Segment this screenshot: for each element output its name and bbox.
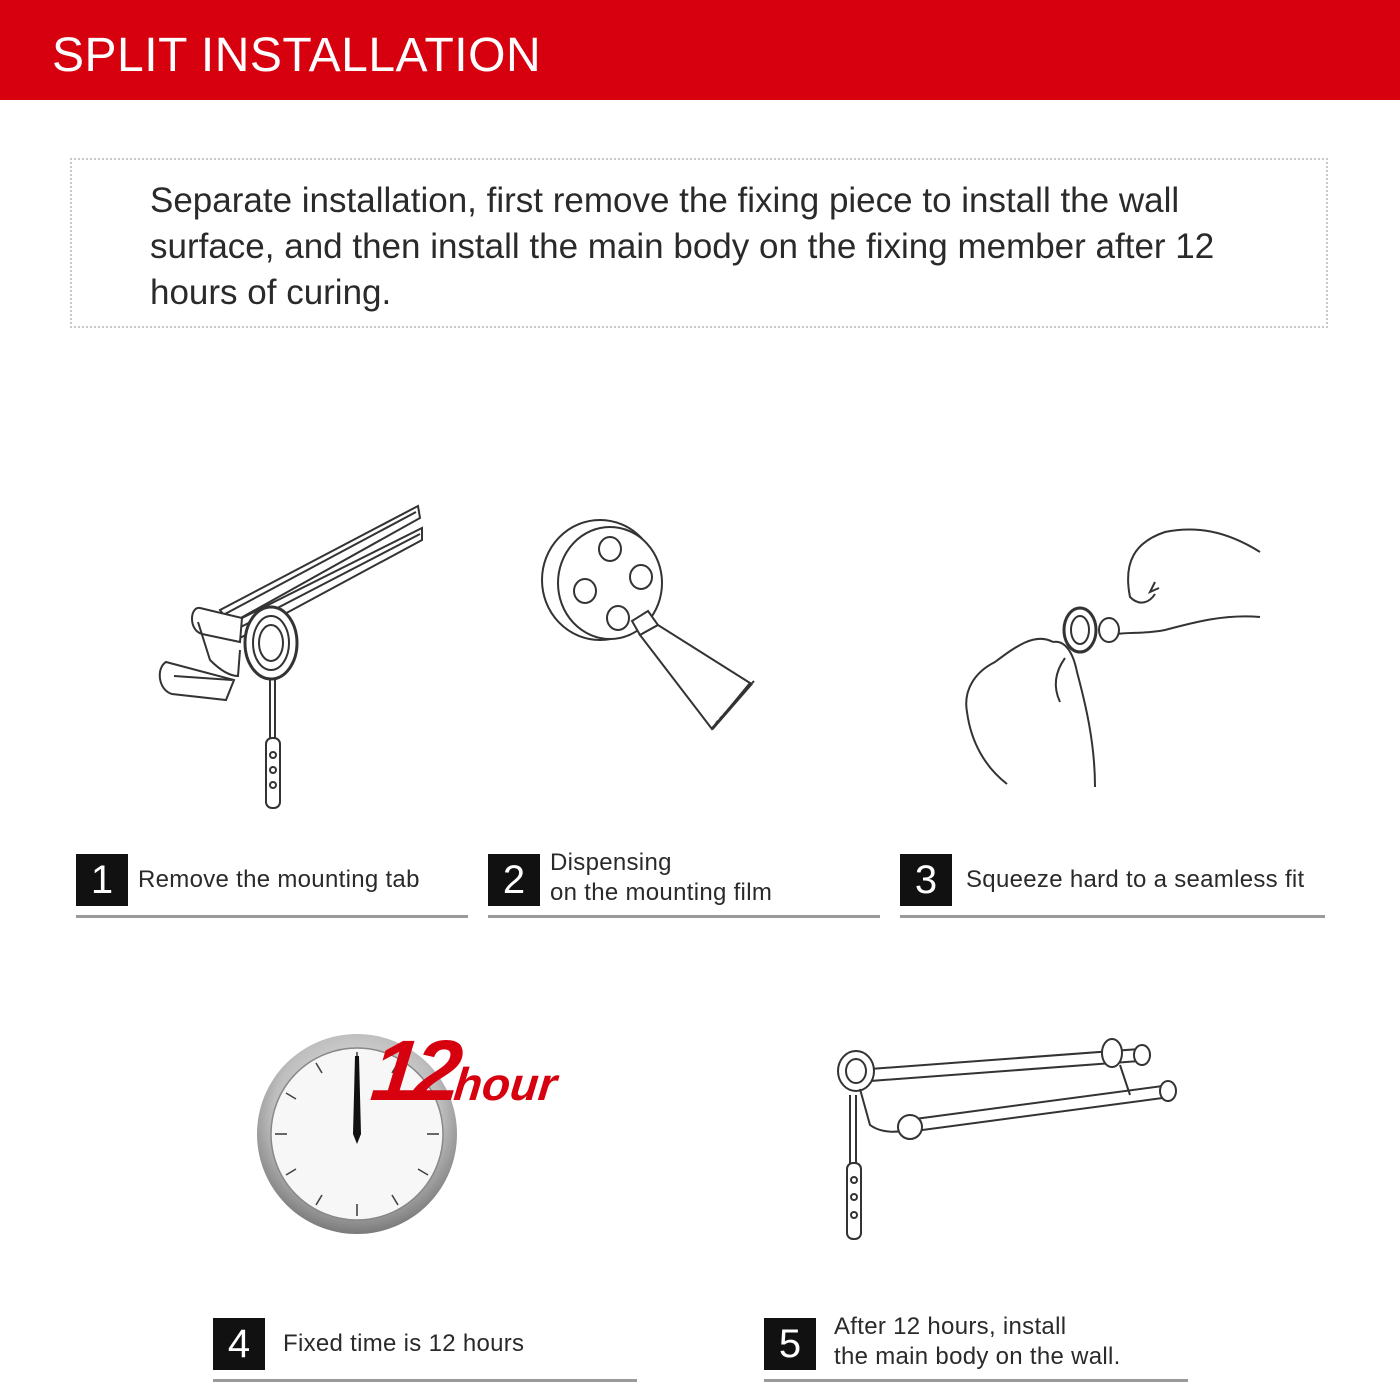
header-banner — [0, 0, 1400, 100]
step-line: Squeeze hard to a seamless fit — [966, 866, 1305, 893]
step-description — [138, 865, 420, 895]
glue-tube-icon — [540, 515, 770, 740]
intro-box — [70, 158, 1328, 328]
step-number-badge: 3 — [900, 854, 952, 906]
step-number-badge: 5 — [764, 1318, 816, 1370]
step-5 — [764, 1313, 1188, 1382]
page-title: SPLIT INSTALLATION — [52, 29, 542, 82]
intro-text: Separate installation, first remove the fixing piece to install the wall surface, and then install the main body on the fixing member after 12 hours of curing. — [150, 181, 1215, 312]
step-line: the main body on the wall. — [834, 1343, 1121, 1370]
step-description — [966, 865, 1305, 895]
step-description — [283, 1329, 524, 1359]
step-number-badge: 2 — [488, 854, 540, 906]
step-number-badge: 1 — [76, 854, 128, 906]
double-towel-bar-icon — [830, 1035, 1180, 1250]
step-1 — [76, 854, 468, 918]
step-3 — [900, 854, 1325, 918]
step-line: After 12 hours, install — [834, 1313, 1067, 1340]
clock-number: 12 — [367, 1023, 461, 1119]
step-description — [834, 1312, 1121, 1372]
step-line: on the mounting film — [550, 879, 773, 906]
step-4 — [213, 1318, 637, 1382]
step-line: Dispensing — [550, 849, 672, 876]
step-2 — [488, 849, 880, 918]
towel-bar-mount-icon — [150, 500, 440, 820]
step-number-badge: 4 — [213, 1318, 265, 1370]
clock-unit: hour — [451, 1058, 560, 1110]
step-description — [550, 848, 772, 908]
step-line: Fixed time is 12 hours — [283, 1330, 525, 1357]
hand-press-icon — [955, 522, 1265, 797]
step-line: Remove the mounting tab — [138, 866, 420, 893]
clock-label — [367, 1022, 563, 1121]
